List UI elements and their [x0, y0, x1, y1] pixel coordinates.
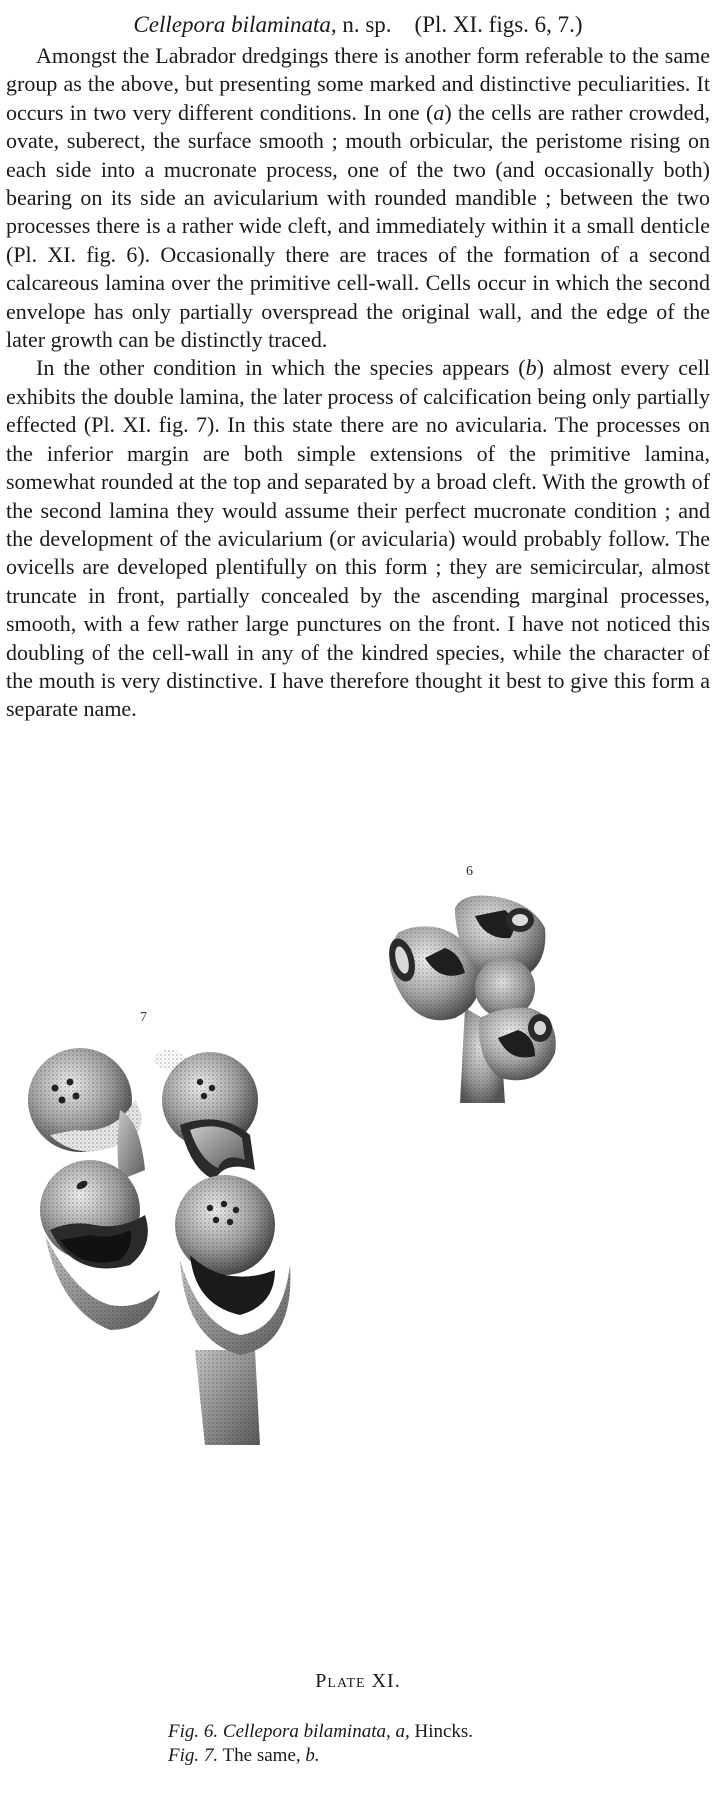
condition-a: a: [433, 99, 445, 125]
caption-fig-7-text: The same,: [218, 1745, 306, 1766]
caption-fig-7: [168, 1744, 648, 1768]
condition-b: b: [525, 355, 537, 381]
plate-title: Plate XI.: [315, 1670, 401, 1692]
figure-7-label: 7: [140, 1010, 147, 1025]
paragraph-1-part-2: ) the cells are rather crowded, ovate, suberect, the surface smooth ; mouth orbicular, the peristome rising on each side into a mucronate process, one of the two (and occasionally both) bearing on its side an avicularium with rounded mandible ; between the two processes there is a rather wide cleft, and immediately within it a small denticle (Pl. XI. fig. 6). Occasionally there are traces of the formation of a second calcareous lamina over the primitive cell-wall. Cells occur in which the second envelope has only partially overspread the original wall, and the edge of the later growth can be distinctly traced.: [6, 99, 710, 353]
paragraph-2: [6, 354, 710, 723]
caption-fig-7-condition: b.: [305, 1745, 320, 1766]
figure-6-illustration: [370, 888, 610, 1108]
caption-fig-6-number: Fig. 6.: [168, 1721, 219, 1742]
paragraph-1-part-1: Amongst the Labrador dredgings there is another form referable to the same group as the above, but presenting some marked and distinctive peculiarities. It occurs in two very different conditions. In one (: [6, 43, 710, 125]
species-name: Cellepora bilaminata,: [133, 12, 337, 37]
caption-fig-6-species: Cellepora bilaminata,: [222, 1721, 391, 1742]
section-title: [0, 10, 716, 40]
caption-fig-6: [168, 1720, 648, 1744]
paragraph-1: [6, 42, 710, 354]
paragraph-2-part-2: ) almost every cell exhibits the double lamina, the later process of calcification being only partially effected (Pl. XI. fig. 7). In this state there are no avicularia. The processes on the inferior margin are both simple extensions of the primitive lamina, somewhat rounded at the top and separated by a broad cleft. With the growth of the second lamina they would assume their perfect mucronate condition ; and the development of the avicularium (or avicularia) would probably follow. The ovicells are developed plentifully on this form ; they are semicircular, almost truncate in front, partially concealed by the ascending marginal processes, smooth, with a few rather large punctures on the front. I have not noticed this doubling of the cell-wall in any of the kindred species, while the character of the mouth is very distinctive. I have therefore thought it best to give this form a separate name.: [6, 355, 710, 722]
paragraph-2-part-1: In the other condition in which the species appears (: [36, 355, 526, 381]
figure-6-label: 6: [466, 864, 473, 879]
caption-fig-6-condition: a,: [390, 1721, 410, 1742]
section-title-rest: n. sp. (Pl. XI. figs. 6, 7.): [336, 12, 583, 37]
plate-captions: [168, 1720, 648, 1768]
caption-fig-6-author: Hincks.: [409, 1721, 474, 1742]
body-text: [6, 42, 710, 724]
caption-fig-7-number: Fig. 7.: [168, 1745, 219, 1766]
figure-7-illustration: [20, 1030, 330, 1450]
